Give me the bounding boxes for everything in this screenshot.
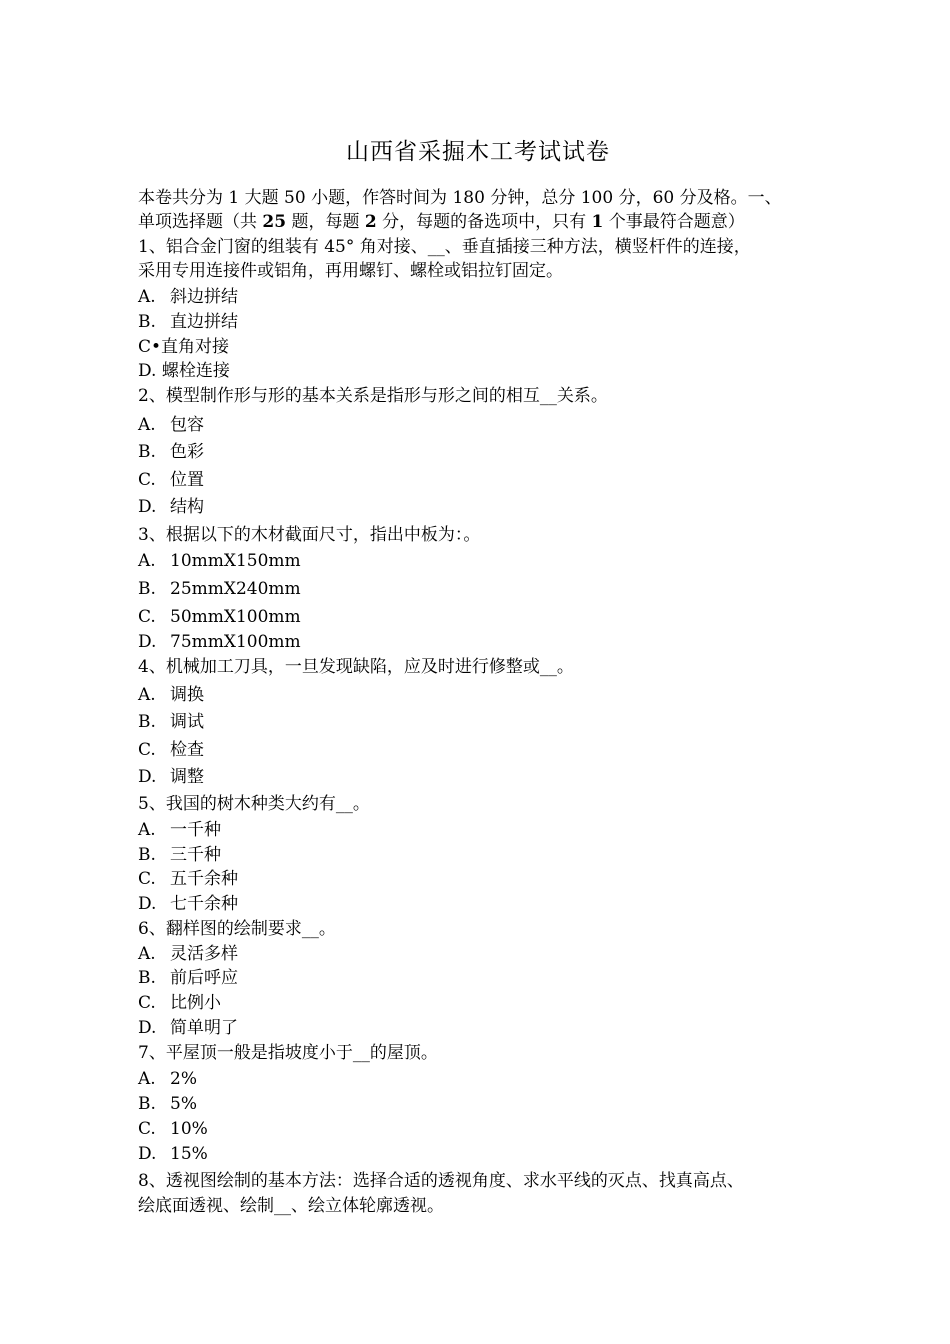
intro-line-1: 本卷共分为 1 大题 50 小题，作答时间为 180 分钟，总分 100 分，60 分及格。一、 — [138, 188, 782, 208]
question-3-option-b: B. 25mmX240mm — [138, 579, 301, 599]
question-2-option-a: A. 包容 — [138, 415, 204, 435]
question-4-option-b: B. 调试 — [138, 712, 204, 732]
question-7-option-a: A. 2% — [138, 1069, 197, 1089]
question-2-option-d: D. 结构 — [138, 497, 204, 517]
question-3-option-c: C. 50mmX100mm — [138, 607, 301, 627]
question-3-text: 3、根据以下的木材截面尺寸，指出中板为：。 — [138, 525, 481, 545]
question-5-option-a: A. 一千种 — [138, 820, 221, 840]
page-title: 山西省采掘木工考试试卷 — [346, 139, 610, 165]
question-7-option-c: C. 10% — [138, 1119, 208, 1139]
question-1-option-a: A. 斜边拼结 — [138, 287, 238, 307]
question-1-text-cont: 采用专用连接件或铝角，再用螺钉、螺栓或铝拉钉固定。 — [138, 261, 563, 281]
question-1-option-d: D. 螺栓连接 — [138, 361, 230, 381]
question-5-option-c: C. 五千余种 — [138, 869, 238, 889]
question-4-text: 4、机械加工刀具，一旦发现缺陷，应及时进行修整或__。 — [138, 657, 574, 677]
question-3-option-d: D. 75mmX100mm — [138, 632, 301, 652]
question-6-option-b: B. 前后呼应 — [138, 968, 238, 988]
question-6-option-c: C. 比例小 — [138, 993, 221, 1013]
question-7-option-d: D. 15% — [138, 1144, 208, 1164]
question-4-option-d: D. 调整 — [138, 767, 204, 787]
question-6-text: 6、翻样图的绘制要求__。 — [138, 919, 336, 939]
question-4-option-c: C. 检查 — [138, 740, 204, 760]
question-5-text: 5、我国的树木种类大约有__。 — [138, 794, 370, 814]
question-2-option-c: C. 位置 — [138, 470, 204, 490]
question-8-text-cont: 绘底面透视、绘制__、绘立体轮廓透视。 — [138, 1196, 444, 1216]
question-8-text: 8、透视图绘制的基本方法：选择合适的透视角度、求水平线的灭点、找真高点、 — [138, 1171, 744, 1191]
question-2-option-b: B. 色彩 — [138, 442, 204, 462]
question-1-text: 1、铝合金门窗的组装有 45° 角对接、__、垂直插接三种方法，横竖杆件的连接， — [138, 237, 751, 257]
question-1-option-b: B. 直边拼结 — [138, 312, 238, 332]
question-5-option-d: D. 七千余种 — [138, 894, 238, 914]
question-5-option-b: B. 三千种 — [138, 845, 221, 865]
question-2-text: 2、模型制作形与形的基本关系是指形与形之间的相互__关系。 — [138, 386, 608, 406]
intro-line-2: 单项选择题（共 25 题，每题 2 分，每题的备选项中，只有 1 个事最符合题意） — [138, 212, 745, 232]
question-7-text: 7、平屋顶一般是指坡度小于__的屋顶。 — [138, 1043, 438, 1063]
question-4-option-a: A. 调换 — [138, 685, 204, 705]
question-6-option-a: A. 灵活多样 — [138, 944, 238, 964]
question-1-option-c: C•直角对接 — [138, 337, 230, 357]
question-7-option-b: B. 5% — [138, 1094, 197, 1114]
question-3-option-a: A. 10mmX150mm — [138, 551, 301, 571]
question-6-option-d: D. 简单明了 — [138, 1018, 238, 1038]
